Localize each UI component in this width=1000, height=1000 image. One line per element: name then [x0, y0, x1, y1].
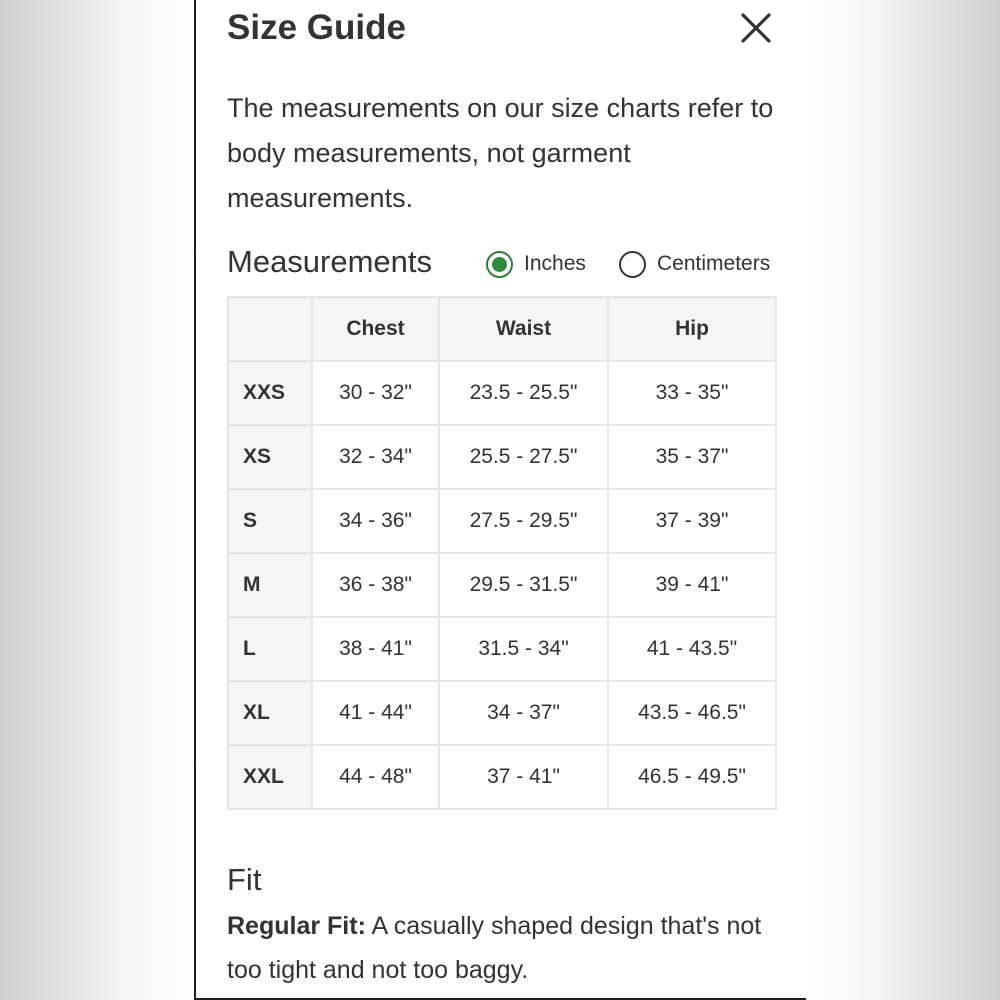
hip-value: 46.5 - 49.5"	[609, 746, 775, 808]
radio-unchecked-icon[interactable]	[619, 251, 646, 278]
table-row	[229, 682, 775, 744]
table-header-row	[229, 298, 775, 360]
waist-value: 23.5 - 25.5"	[440, 362, 607, 424]
hip-value: 41 - 43.5"	[609, 618, 775, 680]
table-row	[229, 554, 775, 616]
chest-value: 41 - 44"	[313, 682, 438, 744]
radio-checked-icon[interactable]	[486, 251, 513, 278]
waist-value: 29.5 - 31.5"	[440, 554, 607, 616]
size-label: XXS	[229, 362, 311, 424]
table-row	[229, 362, 775, 424]
column-header-waist: Waist	[440, 298, 607, 360]
chest-value: 36 - 38"	[313, 554, 438, 616]
dialog-title: Size Guide	[227, 8, 406, 47]
size-table	[227, 296, 777, 810]
size-guide-dialog	[194, 0, 806, 1000]
measurements-heading: Measurements	[227, 244, 433, 279]
size-label: XL	[229, 682, 311, 744]
table-row	[229, 618, 775, 680]
waist-value: 31.5 - 34"	[440, 618, 607, 680]
chest-value: 34 - 36"	[313, 490, 438, 552]
close-icon	[738, 10, 774, 46]
close-button[interactable]	[738, 10, 774, 46]
hip-value: 39 - 41"	[609, 554, 775, 616]
waist-value: 34 - 37"	[440, 682, 607, 744]
fit-label: Regular Fit:	[227, 912, 366, 940]
size-label: S	[229, 490, 311, 552]
unit-label-centimeters: Centimeters	[657, 252, 771, 275]
table-row	[229, 746, 775, 808]
corner-cell	[229, 298, 311, 360]
hip-value: 43.5 - 46.5"	[609, 682, 775, 744]
table-row	[229, 490, 775, 552]
intro-text: The measurements on our size charts refer to body measurements, not garment measurements.	[227, 93, 774, 213]
hip-value: 37 - 39"	[609, 490, 775, 552]
hip-value: 33 - 35"	[609, 362, 775, 424]
size-label: L	[229, 618, 311, 680]
fit-description-text: A casually shaped design that's not too tight and not too baggy.	[227, 912, 762, 984]
chest-value: 44 - 48"	[313, 746, 438, 808]
chest-value: 32 - 34"	[313, 426, 438, 488]
waist-value: 25.5 - 27.5"	[440, 426, 607, 488]
fit-heading: Fit	[227, 862, 262, 897]
chest-value: 30 - 32"	[313, 362, 438, 424]
size-label: XS	[229, 426, 311, 488]
unit-option-centimeters[interactable]	[619, 249, 770, 279]
fit-description	[227, 904, 787, 992]
table-row	[229, 426, 775, 488]
waist-value: 27.5 - 29.5"	[440, 490, 607, 552]
column-header-hip: Hip	[609, 298, 775, 360]
column-header-chest: Chest	[313, 298, 438, 360]
waist-value: 37 - 41"	[440, 746, 607, 808]
unit-label-inches: Inches	[524, 252, 586, 275]
size-label: XXL	[229, 746, 311, 808]
unit-option-inches[interactable]	[486, 249, 586, 279]
chest-value: 38 - 41"	[313, 618, 438, 680]
hip-value: 35 - 37"	[609, 426, 775, 488]
size-label: M	[229, 554, 311, 616]
